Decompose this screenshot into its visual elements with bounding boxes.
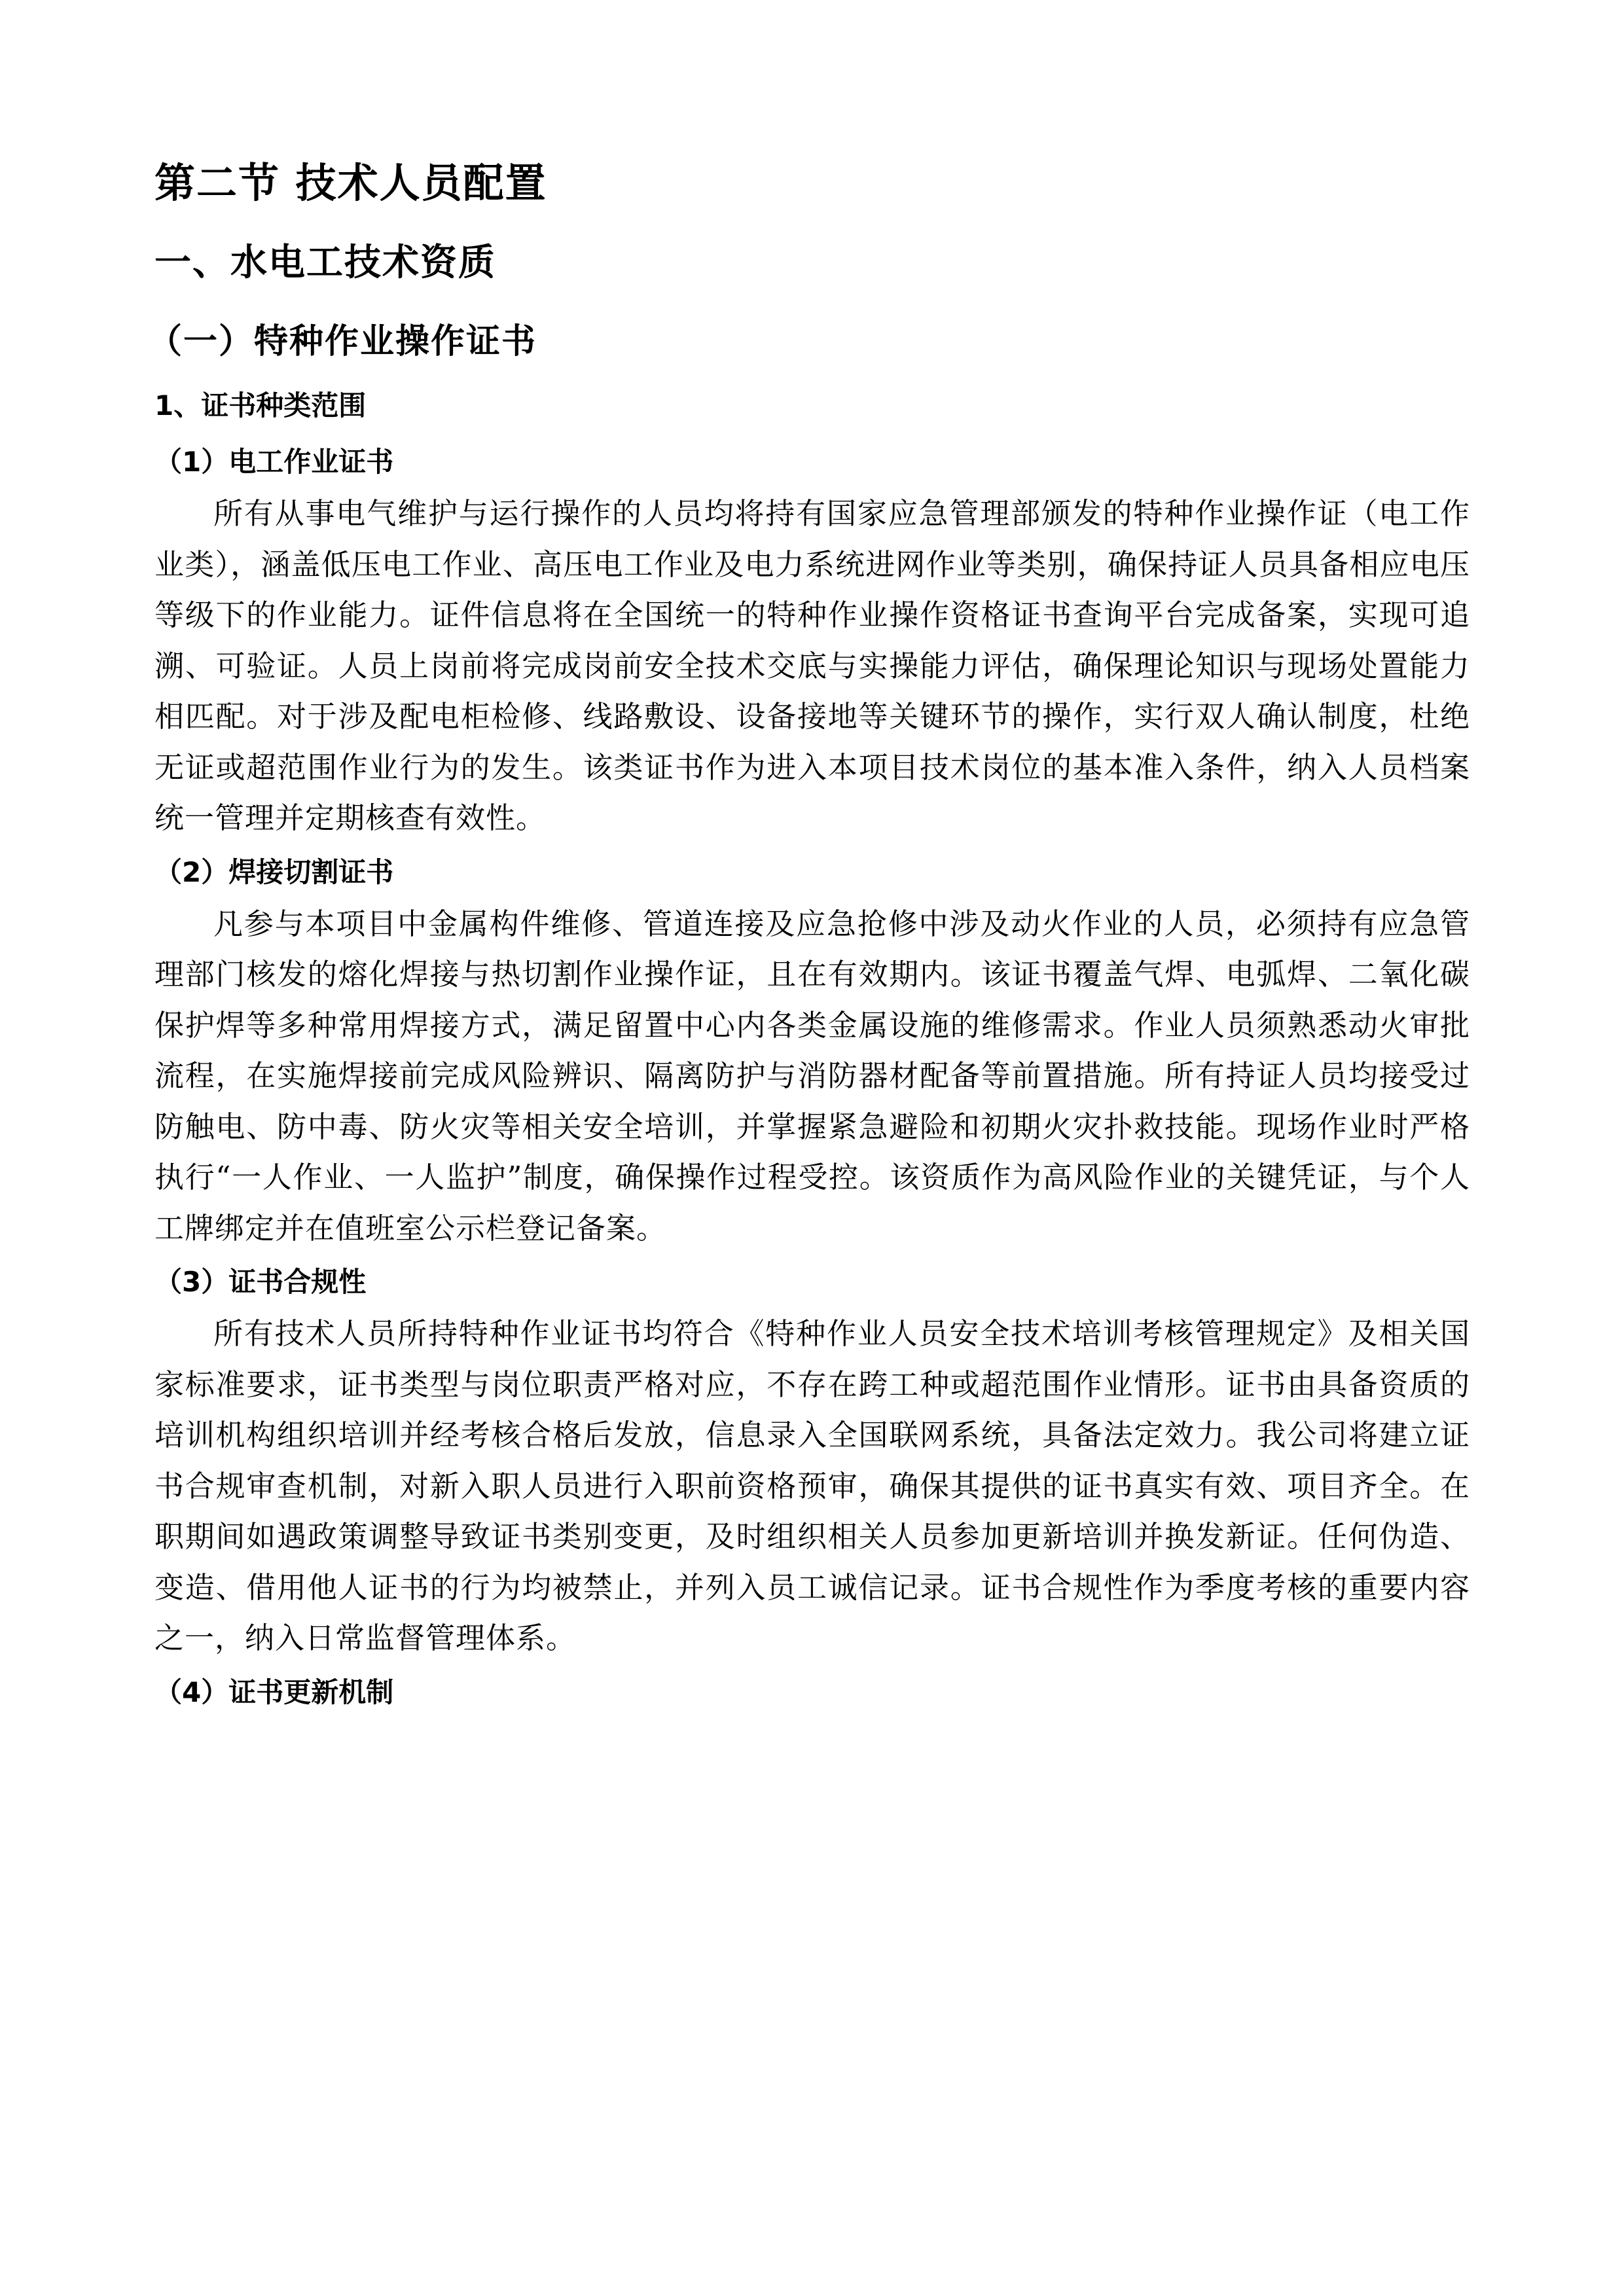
- cert-heading-welding: （2）焊接切割证书: [154, 855, 394, 888]
- cert-paragraph-electrician: 所有从事电气维护与运行操作的人员均将持有国家应急管理部颁发的特种作业操作证（电工作业类），涵盖低压电工作业、高压电工作业及电力系统进网作业等类别，确保持证人员具备相应电压等级下的作业能力。证件信息将在全国统一的特种作业操作资格证书查询平台完成备案，实现可追溯、可验证。人员上岗前将完成岗前安全技术交底与实操能力评估，确保理论知识与现场处置能力相匹配。对于涉及配电柜检修、线路敷设、设备接地等关键环节的操作，实行双人确认制度，杜绝无证或超范围作业行为的发生。该类证书作为进入本项目技术岗位的基本准入条件，纳入人员档案统一管理并定期核查有效性。: [154, 496, 1470, 835]
- subsection-title: （一）特种作业操作证书: [148, 322, 537, 361]
- section-title: 第二节 技术人员配置: [154, 159, 547, 207]
- cert-paragraph-compliance: 所有技术人员所持特种作业证书均符合《特种作业人员安全技术培训考核管理规定》及相关国家标准要求，证书类型与岗位职责严格对应，不存在跨工种或超范围作业情形。证书由具备资质的培训机构组织培训并经考核合格后发放，信息录入全国联网系统，具备法定效力。我公司将建立证书合规审查机制，对新入职人员进行入职前资格预审，确保其提供的证书真实有效、项目齐全。在职期间如遇政策调整导致证书类别变更，及时组织相关人员参加更新培训并换发新证。任何伪造、变造、借用他人证书的行为均被禁止，并列入员工诚信记录。证书合规性作为季度考核的重要内容之一，纳入日常监督管理体系。: [154, 1316, 1470, 1655]
- document-body: [148, 151, 1470, 1719]
- cert-heading-compliance: （3）证书合规性: [154, 1266, 367, 1298]
- cert-heading-renewal: （4）证书更新机制: [154, 1676, 394, 1708]
- cert-heading-electrician: （1）电工作业证书: [154, 446, 394, 478]
- part-title: 一、水电工技术资质: [154, 242, 496, 284]
- item-title: 1、证书种类范围: [154, 389, 367, 422]
- cert-paragraph-welding: 凡参与本项目中金属构件维修、管道连接及应急抢修中涉及动火作业的人员，必须持有应急管理部门核发的熔化焊接与热切割作业操作证，且在有效期内。该证书覆盖气焊、电弧焊、二氧化碳保护焊等多种常用焊接方式，满足留置中心内各类金属设施的维修需求。作业人员须熟悉动火审批流程，在实施焊接前完成风险辨识、隔离防护与消防器材配备等前置措施。所有持证人员均接受过防触电、防中毒、防火灾等相关安全培训，并掌握紧急避险和初期火灾扑救技能。现场作业时严格执行“一人作业、一人监护”制度，确保操作过程受控。该资质作为高风险作业的关键凭证，与个人工牌绑定并在值班室公示栏登记备案。: [154, 906, 1470, 1246]
